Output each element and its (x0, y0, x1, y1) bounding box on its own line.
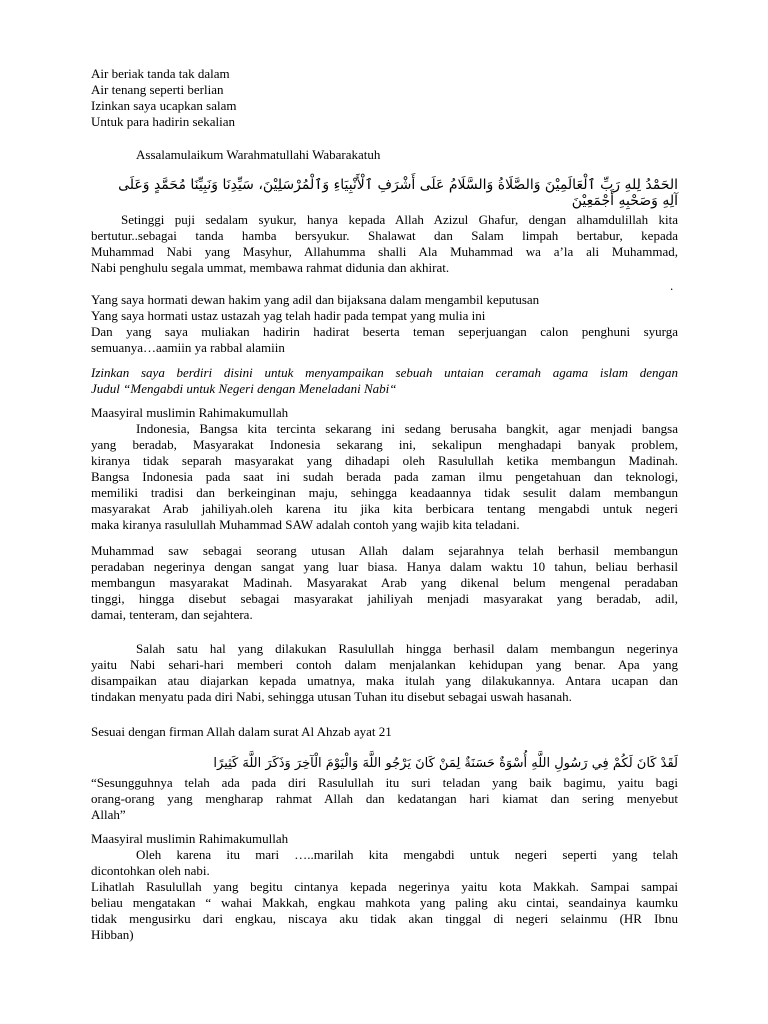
para2-line: peradaban negerinya dengan sangat yang luar biasa. Hanya dalam waktu 10 tahun, beliau berhasil (91, 559, 678, 574)
poem-line: Air beriak tanda tak dalam (91, 66, 230, 81)
praise-line: Nabi penghulu segala ummat, membawa rahmat didunia dan akhirat. (91, 260, 450, 275)
greeting-heading: Maasyiral muslimin Rahimakumullah (91, 831, 289, 846)
translation-line: orang-orang yang mengharap rahmat Allah dan kedatangan hari kiamat dan sering menyebut (91, 791, 678, 806)
arabic-opening-line: آلِهِ وَصَحْبِهِ أَجْمَعِيْنَ (571, 193, 678, 209)
para1-line: Indonesia, Bangsa kita tercinta sekarang ini sedang berusaha bangkit, agar menjadi bangsa (136, 421, 678, 436)
honored-line: Dan yang saya muliakan hadirin hadirat beserta teman seperjuangan calon penghuni syurga (91, 324, 678, 339)
para5-line: Lihatlah Rasulullah yang begitu cintanya kepada negerinya yaitu kota Makkah. Sampai sampai (91, 879, 678, 894)
honored-line: Yang saya hormati ustaz ustazah yag telah hadir pada tempat yang mulia ini (91, 308, 486, 323)
stray-dot: . (670, 278, 674, 293)
praise-line: Setinggi puji sedalam syukur, hanya kepada Allah Azizul Ghafur, dengan alhamdulillah kita (121, 212, 678, 227)
para3-line: disampaikan atau diajarkan kepada umatnya, maka itulah yang dilakukannya. Antara ucapan dan (91, 673, 678, 688)
para1-line: maka kiranya rasulullah Muhammad SAW adalah contoh yang wajib kita teladani. (91, 517, 520, 532)
intro-line: Izinkan saya berdiri disini untuk menyampaikan sebuah untaian ceramah agama islam dengan (91, 365, 678, 380)
greeting-heading: Maasyiral muslimin Rahimakumullah (91, 405, 289, 420)
para5-line: beliau mengatakan “ wahai Makkah, engkau mahkota yang paling aku cintai, seandainya kaumku (91, 895, 678, 910)
para1-line: masyarakat Arab jahiliyah.oleh karena itu jika kita berbicara tentang mengabdi untuk negeri (91, 501, 678, 516)
honored-line: Yang saya hormati dewan hakim yang adil dan bijaksana dalam mengambil keputusan (91, 292, 540, 307)
poem-line: Izinkan saya ucapkan salam (91, 98, 237, 113)
para1-line: Bangsa Indonesia pada saat ini sudah berada pada zaman ilmu pengetahuan dan teknologi, (91, 469, 678, 484)
para1-line: kiranya tidak separah masyarakat yang dihadapi oleh Rasulullah ketika membangun Madinah. (91, 453, 678, 468)
para2-line: tinggi, hingga disebut sebagai masyarakat jahiliyah menjadi masyarakat yang beradab, adil, (91, 591, 678, 606)
para2-line: damai, tenteram, dan sejahtera. (91, 607, 253, 622)
translation-line: “Sesungguhnya telah ada pada diri Rasulullah itu suri teladan yang baik bagimu, yaitu bagi (91, 775, 678, 790)
para5-line: Hibban) (91, 927, 134, 942)
intro-line: Judul “Mengabdi untuk Negeri dengan Meneladani Nabi“ (91, 381, 397, 396)
para3-line: yaitu Nabi sehari-hari memberi contoh dalam menjalankan kehidupan yang benar. Apa yang (91, 657, 678, 672)
poem-line: Air tenang seperti berlian (91, 82, 224, 97)
ayat-arabic: لَقَدْ كَانَ لَكُمْ فِي رَسُولِ اللَّهِ أُسْوَةٌ حَسَنَةٌ لِمَنْ كَانَ يَرْجُو اللَّهَ وَالْيَوْمَ الْآخِرَ وَذَكَرَ اللَّهَ كَثِيرًا (213, 756, 678, 771)
para1-line: yang beradab, Masyarakat Indonesia sekarang ini, sekalipun menghadapi banyak problem, (91, 437, 678, 452)
poem-line: Untuk para hadirin sekalian (91, 114, 236, 129)
para4-line: dicontohkan oleh nabi. (91, 863, 210, 878)
praise-line: bertutur..sebagai tanda hamba bersyukur. Shalawat dan Salam limpah bertabur, kepada (91, 228, 678, 243)
arabic-opening-line: الحَمْدُ لِلهِ رَبِّ ٱلْعَالَمِيْنَ وَالصَّلَاةُ وَالسَّلَامُ عَلَى أَشْرَفِ ٱلْأَنْبِيَاءِ وَٱلْمُرْسَلِيْنَ، سَيِّدِنَا وَنَبِيِّنَا مُحَمَّدٍ وَعَلَى (118, 177, 678, 193)
para4-line: Oleh karena itu mari …..marilah kita mengabdi untuk negeri seperti yang telah (136, 847, 678, 862)
salam-heading: Assalamulaikum Warahmatullahi Wabarakatuh (136, 147, 381, 162)
translation-line: Allah” (91, 807, 126, 822)
para2-line: Muhammad saw sebagai seorang utusan Allah dalam sejarahnya telah berhasil membangun (91, 543, 678, 558)
firman-line: Sesuai dengan firman Allah dalam surat Al Ahzab ayat 21 (91, 724, 392, 739)
praise-line: Muhammad Nabi yang Masyhur, Allahumma shalli Ala Muhammad wa a’la ali Muhammad, (91, 244, 678, 259)
para3-line: Salah satu hal yang dilakukan Rasulullah hingga berhasil dalam membangun negerinya (136, 641, 678, 656)
para3-line: tindakan menyatu pada diri Nabi, sehingga utusan Tuhan itu disebut sebagai uswah hasanah. (91, 689, 572, 704)
honored-line: semuanya…aamiin ya rabbal alamiin (91, 340, 285, 355)
para2-line: membangun masyarakat Madinah. Masyarakat Arab yang dikenal belum mengenal peradaban (91, 575, 678, 590)
para5-line: tidak mengusirku dari engkau, niscaya aku tidak akan tinggal di negeri selainmu (HR Ibnu (91, 911, 678, 926)
para1-line: memiliki tradisi dan berkeinginan maju, sehingga keadaannya tidak sesulit dalam membangun (91, 485, 678, 500)
